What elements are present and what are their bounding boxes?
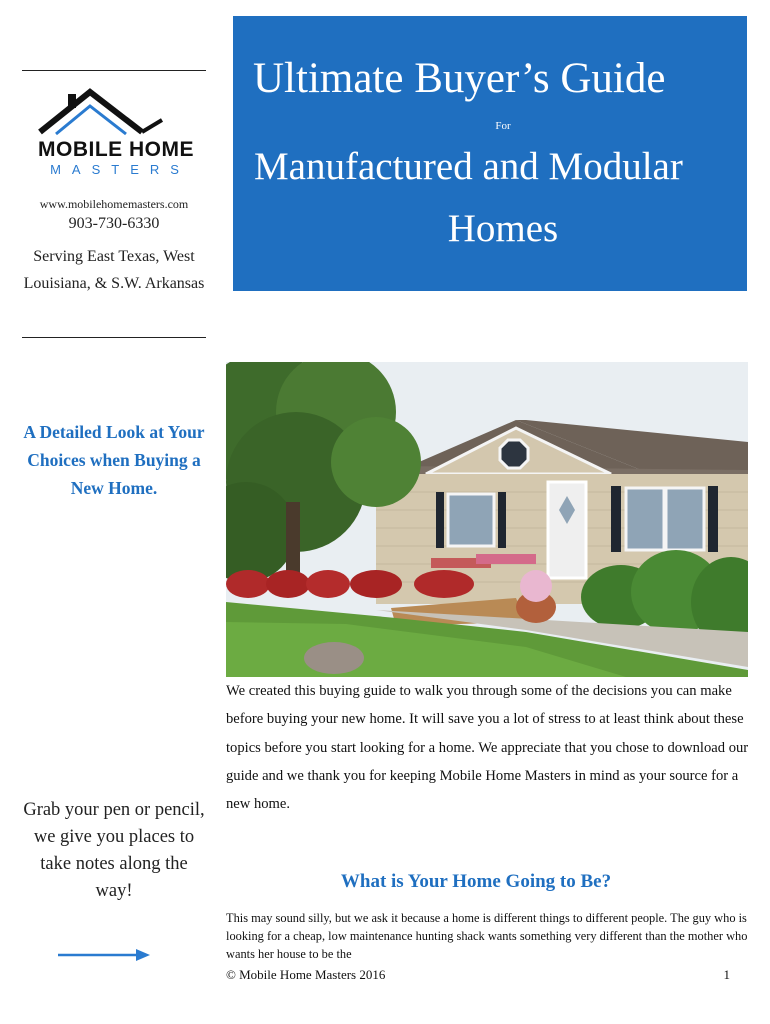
title-banner — [233, 16, 747, 291]
top-divider — [22, 70, 206, 71]
copyright-footer: © Mobile Home Masters 2016 — [226, 967, 386, 982]
body-paragraph: This may sound silly, but we ask it because a home is different things to different people. The guy who is looking for a cheap, low maintenance hunting shack wants something very different than the mother who wants her house to be the — [226, 911, 748, 961]
section-heading: What is Your Home Going to Be? — [340, 871, 612, 892]
service-area: Serving East Texas, West Louisiana, & S.W. Arkansas — [23, 248, 205, 292]
page-number: 1 — [723, 967, 730, 982]
website-link[interactable]: www.mobilehomemasters.com — [39, 197, 189, 211]
intro-paragraph: We created this buying guide to walk you through some of the decisions you can make before buying your new home. It will save you a lot of stress to at least think about these topics before you start looking for a home. We appreciate that you chose to download our guide and we thank you for keeping Mobile Home Masters in mind as your source for a new home. — [226, 683, 749, 813]
logo-name: MOBILE HOME — [38, 138, 194, 161]
house-photo — [226, 362, 748, 677]
bottom-divider — [22, 337, 206, 338]
sidebar-tagline: A Detailed Look at Your Choices when Buying a New Home. — [23, 422, 205, 498]
title-line-3: Homes — [447, 207, 559, 250]
title-line-1: Ultimate Buyer’s Guide — [253, 55, 666, 102]
phone-number: 903-730-6330 — [68, 215, 160, 232]
right-arrow-icon — [58, 948, 150, 962]
logo-subtitle: MASTERS — [50, 162, 190, 177]
title-line-2: Manufactured and Modular — [254, 145, 683, 188]
notes-callout: Grab your pen or pencil, we give you places to take notes along the way! — [23, 800, 205, 901]
title-for: For — [495, 120, 511, 132]
